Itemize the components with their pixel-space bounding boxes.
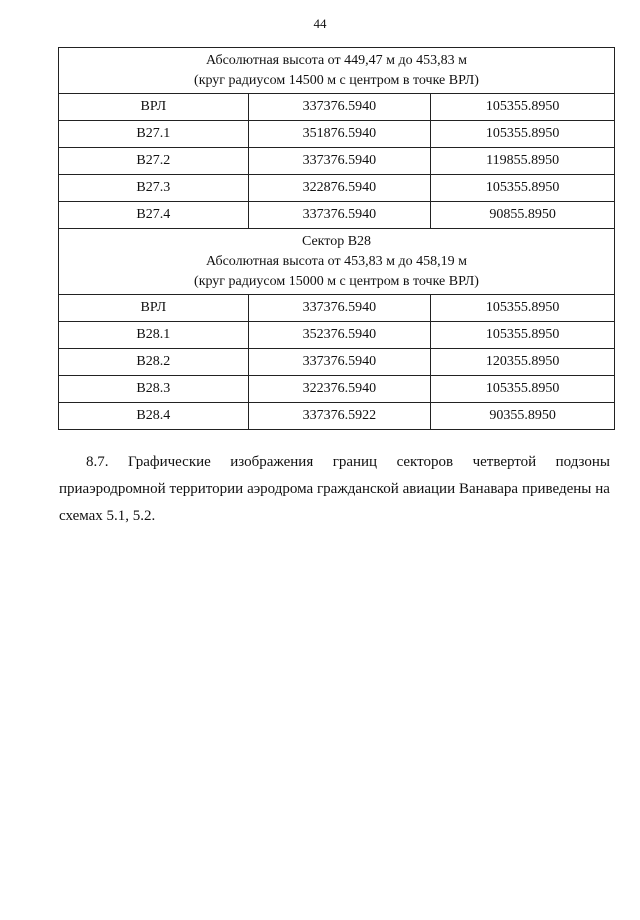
paragraph-word: авиации: [402, 481, 456, 497]
y-coordinate-cell: 105355.8950: [431, 322, 615, 349]
table-row: [59, 202, 615, 229]
x-coordinate-cell: 352376.5940: [248, 322, 431, 349]
table-row: [59, 349, 615, 376]
paragraph-word: территории: [169, 481, 244, 497]
paragraph-word: приаэродромной: [59, 481, 166, 497]
table-row: [59, 148, 615, 175]
x-coordinate-cell: 322876.5940: [248, 175, 431, 202]
point-name-cell: В27.3: [59, 175, 249, 202]
paragraph-word: границ: [332, 454, 378, 470]
y-coordinate-cell: 105355.8950: [431, 94, 615, 121]
y-coordinate-cell: 90855.8950: [431, 202, 615, 229]
table-row: [59, 403, 615, 430]
x-coordinate-cell: 337376.5940: [248, 349, 431, 376]
x-coordinate-cell: 337376.5940: [248, 295, 431, 322]
point-name-cell: В28.1: [59, 322, 249, 349]
paragraph-word: подзоны: [555, 454, 610, 470]
paragraph-word: четвертой: [472, 454, 537, 470]
page-number: 44: [313, 16, 327, 31]
paragraph-word: гражданской: [317, 481, 399, 497]
section-header-line: (круг радиусом 14500 м с центром в точке ВРЛ): [194, 73, 479, 88]
paragraph-word: Ванавара: [459, 481, 519, 497]
x-coordinate-cell: 337376.5940: [248, 148, 431, 175]
table-row: [59, 295, 615, 322]
point-name-cell: В27.4: [59, 202, 249, 229]
point-name-cell: В27.2: [59, 148, 249, 175]
paragraph-word: на: [595, 481, 610, 497]
y-coordinate-cell: 105355.8950: [431, 175, 615, 202]
x-coordinate-cell: 337376.5940: [248, 94, 431, 121]
section-header-row: [59, 229, 615, 295]
paragraph-8-7: [59, 449, 610, 530]
x-coordinate-cell: 351876.5940: [248, 121, 431, 148]
section-header-line: Сектор В28: [301, 234, 372, 249]
y-coordinate-cell: 105355.8950: [431, 376, 615, 403]
paragraph-word: изображения: [230, 454, 314, 470]
point-name-cell: ВРЛ: [59, 94, 249, 121]
section-header-line: Абсолютная высота от 453,83 м до 458,19 м: [206, 254, 467, 269]
paragraph-line-2: [59, 476, 610, 503]
paragraph-line-3: схемах 5.1, 5.2.: [59, 508, 156, 524]
paragraph-word: Графические: [127, 454, 211, 470]
section-header: [59, 48, 615, 94]
table-row: [59, 94, 615, 121]
section-header-line: (круг радиусом 15000 м с центром в точке ВРЛ): [194, 274, 479, 289]
table-row: [59, 322, 615, 349]
paragraph-word: аэродрома: [247, 481, 314, 497]
point-name-cell: ВРЛ: [59, 295, 249, 322]
x-coordinate-cell: 337376.5940: [248, 202, 431, 229]
table-row: [59, 121, 615, 148]
paragraph-line-1: [86, 449, 610, 476]
paragraph-word: секторов: [396, 454, 454, 470]
y-coordinate-cell: 120355.8950: [431, 349, 615, 376]
y-coordinate-cell: 90355.8950: [431, 403, 615, 430]
x-coordinate-cell: 322376.5940: [248, 376, 431, 403]
coordinates-table: [58, 47, 615, 430]
point-name-cell: В28.2: [59, 349, 249, 376]
section-header-row: [59, 48, 615, 94]
section-header: [59, 229, 615, 295]
point-name-cell: В28.4: [59, 403, 249, 430]
y-coordinate-cell: 119855.8950: [431, 148, 615, 175]
section-header-line: Абсолютная высота от 449,47 м до 453,83 м: [206, 53, 467, 68]
y-coordinate-cell: 105355.8950: [431, 295, 615, 322]
paragraph-word: приведены: [521, 481, 592, 497]
paragraph-word: 8.7.: [86, 454, 109, 470]
point-name-cell: В27.1: [59, 121, 249, 148]
point-name-cell: В28.3: [59, 376, 249, 403]
table-row: [59, 175, 615, 202]
x-coordinate-cell: 337376.5922: [248, 403, 431, 430]
table-row: [59, 376, 615, 403]
y-coordinate-cell: 105355.8950: [431, 121, 615, 148]
